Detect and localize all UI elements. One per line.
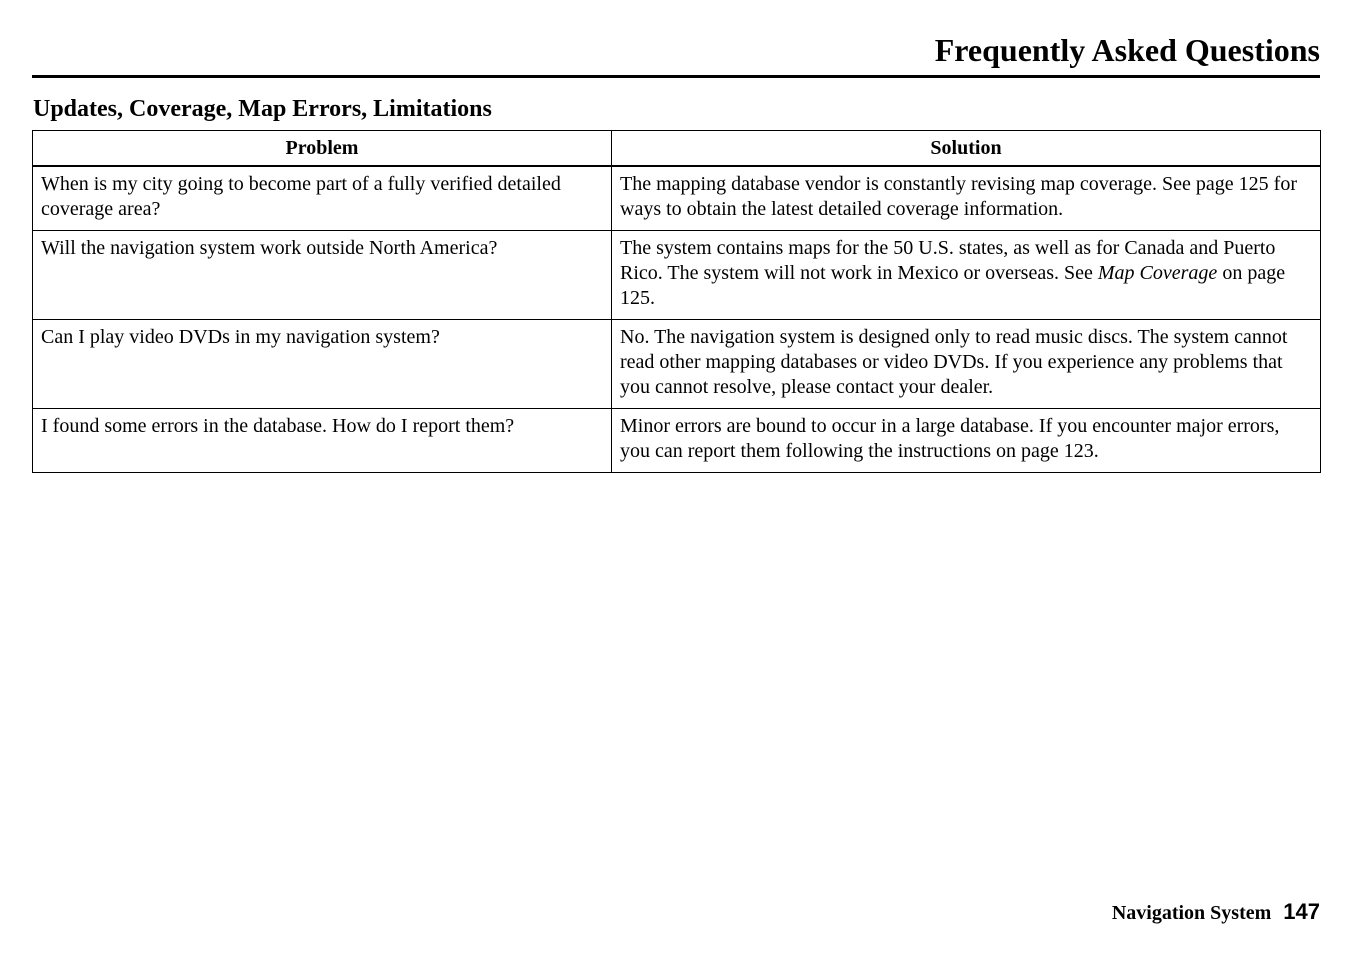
page-title: Frequently Asked Questions	[934, 32, 1320, 68]
page-number: 147	[1283, 899, 1320, 924]
table-row	[33, 231, 1321, 320]
map-coverage-reference: Map Coverage	[1097, 262, 1218, 284]
problem-cell: Can I play video DVDs in my navigation system?	[33, 320, 612, 409]
solution-text: on page 125.	[620, 262, 1286, 309]
table-row	[33, 320, 1321, 409]
footer-label: Navigation System	[1111, 902, 1272, 924]
page-footer	[1112, 898, 1320, 929]
solution-text: The system contains maps for the 50 U.S. states, as well as for Canada and Puerto Rico. The system will not work in Mexico or overseas. See	[620, 237, 1276, 284]
solution-cell: Minor errors are bound to occur in a large database. If you encounter major errors, you can report them following the instructions on page 123.	[612, 409, 1321, 473]
problem-cell: When is my city going to become part of a fully verified detailed coverage area?	[33, 166, 612, 231]
solution-cell: No. The navigation system is designed only to read music discs. The system cannot read other mapping databases or video DVDs. If you experience any problems that you cannot resolve, please contact your dealer.	[612, 320, 1321, 409]
solution-cell: The mapping database vendor is constantly revising map coverage. See page 125 for ways to obtain the latest detailed coverage information.	[612, 166, 1321, 231]
title-rule	[32, 75, 1320, 78]
problem-cell: I found some errors in the database. How do I report them?	[33, 409, 612, 473]
table-row	[33, 409, 1321, 473]
section-heading: Updates, Coverage, Map Errors, Limitations	[33, 96, 492, 122]
column-header-problem: Problem	[33, 131, 612, 167]
column-header-solution: Solution	[612, 131, 1321, 167]
problem-cell: Will the navigation system work outside North America?	[33, 231, 612, 320]
solution-cell	[612, 231, 1321, 320]
table-header-row	[33, 131, 1321, 167]
table-row	[33, 166, 1321, 231]
faq-table	[32, 130, 1321, 473]
